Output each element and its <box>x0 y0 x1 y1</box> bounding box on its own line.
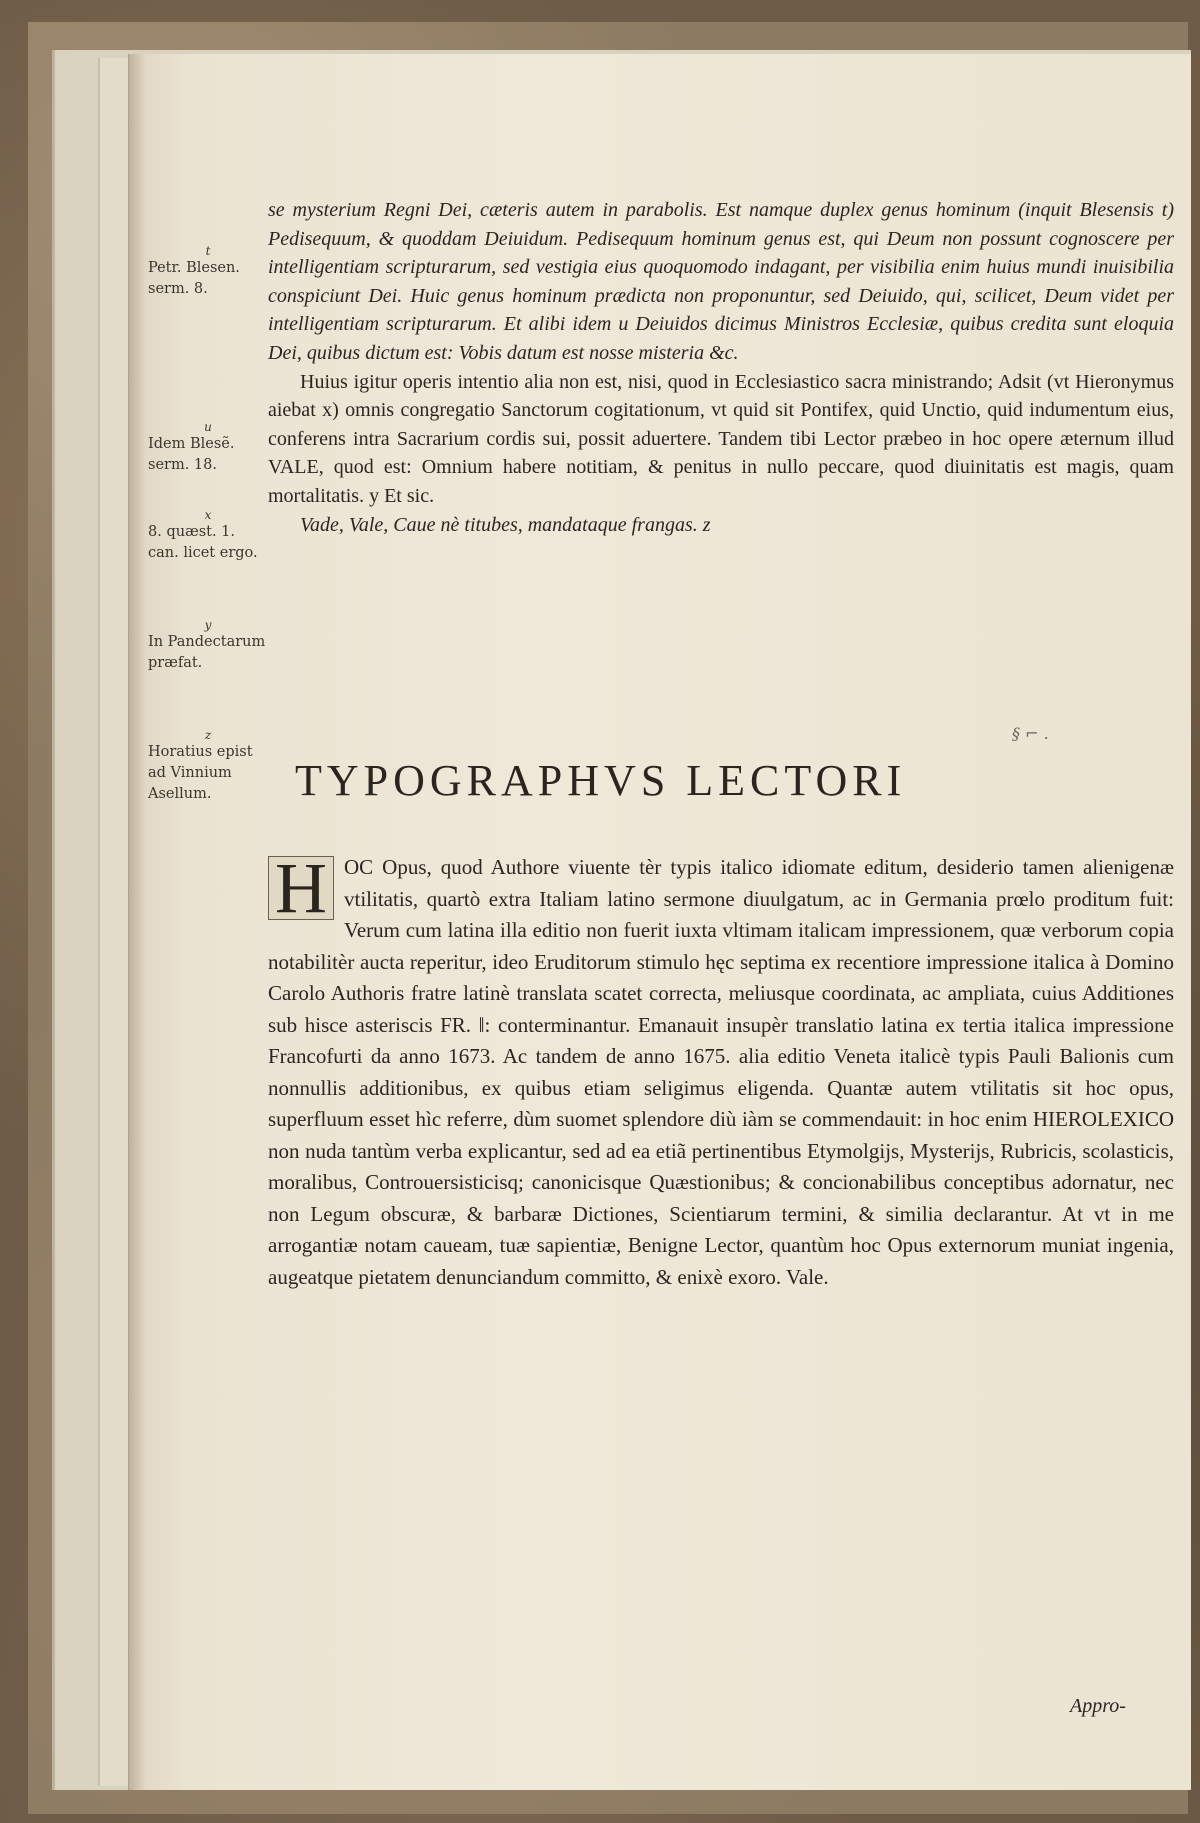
intro-paragraph-1: se mysterium Regni Dei, cæteris autem in parabolis. Est namque duplex genus hominum (inquit Blesensis t) Pedisequum, & quoddam Deiuidum. Pedisequum hominum genus est, qui Deum non possunt cognoscere per intelligentiam scripturarum, sed vestigia eius quoquomodo indagant, per visibilia enim huius mundi inuisibilia conspiciunt Dei. Huic genus hominum prædicta non proponuntur, sed Deiuido, qui, scilicet, Deum videt per intelligentiam scripturarum. Et alibi idem u Deiuidos dicimus Ministros Ecclesiæ, quibus credita sunt eloquia Dei, quibus dictum est: Vobis datum est nosse misteria &c. <box>268 199 1174 364</box>
intro-text <box>268 196 1174 539</box>
section-heading: TYPOGRAPHVS LECTORI <box>295 756 907 805</box>
ink-mark: § ⌐ . <box>1012 724 1049 743</box>
margin-note-text: Horatius epist ad Vinnium Asellum. <box>148 744 253 802</box>
margin-note-text: In Pandectarum præfat. <box>148 634 266 671</box>
drop-cap: H <box>268 856 334 920</box>
margin-note-5 <box>148 728 268 805</box>
margin-note-1 <box>148 244 268 300</box>
margin-note-letter: z <box>204 728 212 742</box>
margin-note-2 <box>148 420 268 476</box>
closing-verse: Vade, Vale, Caue nè titubes, mandataque frangas. z <box>300 513 711 536</box>
margin-note-text: Petr. Blesen. serm. 8. <box>148 260 240 297</box>
intro-paragraph-2: Huius igitur operis intentio alia non est, nisi, quod in Ecclesiastico sacra ministrando; Adsit (vt Hieronymus aiebat x) omnis congregatio Sanctorum cogitationum, vt quid sit Pontifex, quid Unctio, quid indumentum eius, conferens intra Sacrarium cordis sui, possit aduertere. Tandem tibi Lector præbeo in hoc opere æternum illud VALE, quod est: Omnium habere notitiam, & penitus in nullo peccare, quod diuinitatis est magis, quam mortalitatis. y Et sic. <box>268 370 1174 507</box>
margin-note-letter: t <box>205 244 211 258</box>
margin-note-text: 8. quæst. 1. can. licet ergo. <box>148 524 258 561</box>
margin-note-3 <box>148 508 268 564</box>
margin-note-letter: y <box>204 618 212 632</box>
spine-shadow <box>128 54 146 1790</box>
margin-note-4 <box>148 618 268 674</box>
body-paragraph: OC Opus, quod Authore viuente tèr typis italico idiomate editum, desiderio tamen alienigenæ vtilitatis, quartò extra Italiam latino sermone diuulgatum, ac in Germania prœlo proditum fuit: Verum cum latina illa editio non fuerit iuxta vltimam italicam impressionem, quæ verborum copia notabilitèr aucta reperitur, ideo Eruditorum stimulo hęc septima ex recentiore impressione italica à Domino Carolo Authoris fratre latinè translata scatet correcta, meliusque coordinata, ac ampliata, cuius Additiones sub hisce asteriscis FR. ‖: conterminantur. Emanauit insupèr translatio latina ex tertia italica impressione Francofurti da anno 1673. Ac tandem de anno 1675. alia editio Veneta italicè typis Pauli Balionis cum nonnullis additionibus, ex quibus etiam seligimus eligenda. Quantæ autem vtilitatis sit hoc opus, superfluum esset hìc referre, dùm suomet splendore diù iàm se commendauit: in hoc enim HIEROLEXICO non nuda tantùm verba explicantur, sed ad ea etiã pertinentibus Etymolgijs, Mysterijs, Rubricis, scolasticis, moralibus, Controuersisticisq; canonicisque Quæstionibus; & concionabilibus conceptibus adornatur, nec non Legum obscuræ, & barbaræ Dictiones, Scientiarum termini, & similia declarantur. At vt in me arrogantiæ notam caueam, tuæ sapientiæ, Benigne Lector, quantùm hoc Opus externorum muniat ingenia, augeatque pietatem denunciandum committo, & enixè exoro. Vale. <box>268 855 1174 1289</box>
margin-note-letter: u <box>204 420 212 434</box>
body-text <box>268 848 1174 1293</box>
margin-note-text: Idem Blesẽ. serm. 18. <box>148 436 235 473</box>
margin-note-letter: x <box>204 508 212 522</box>
catchword: Appro- <box>1070 1695 1126 1717</box>
